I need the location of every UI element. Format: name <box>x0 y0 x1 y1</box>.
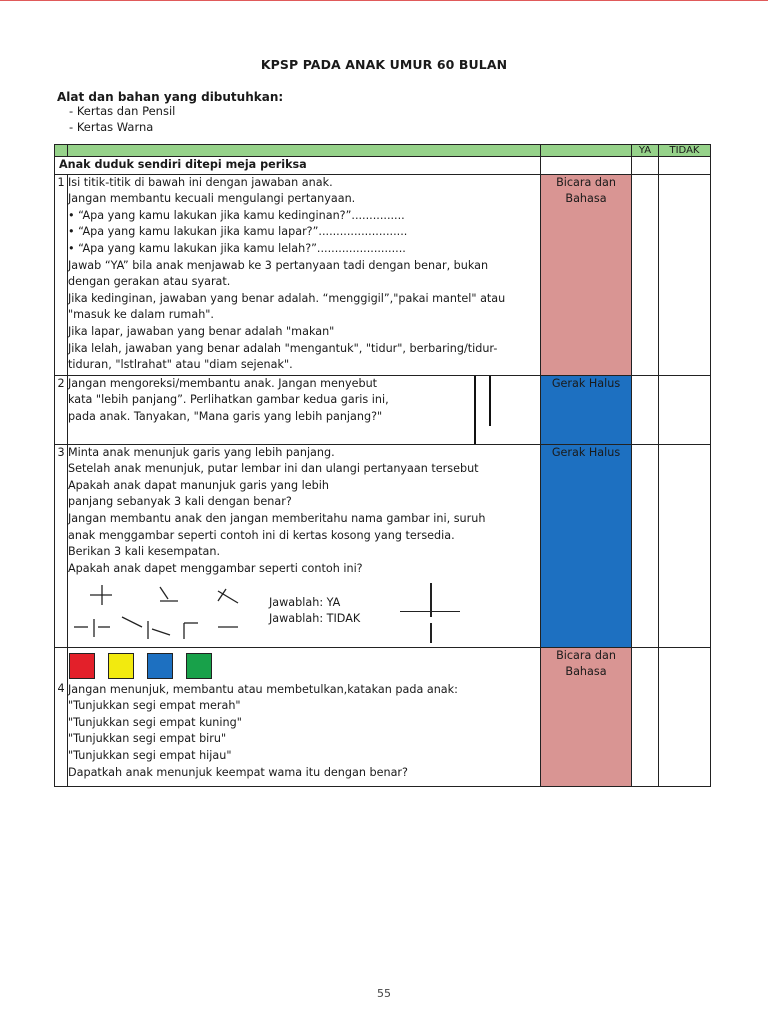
text-line: • “Apa yang kamu lakukan jika kamu kedinginan?”............... <box>68 208 405 222</box>
ya-answer-cell[interactable] <box>632 647 659 786</box>
question-row-4 <box>55 647 711 786</box>
cross-figure-horizontal <box>400 611 460 613</box>
section-row <box>55 157 711 175</box>
domain-cell <box>541 444 632 647</box>
text-line: Jangan menunjuk, membantu atau membetulkan,katakan pada anak: <box>68 682 458 696</box>
ya-answer-cell[interactable] <box>632 375 659 444</box>
text-line: anak menggambar seperti contoh ini di kertas kosong yang tersedia. <box>68 528 455 542</box>
domain-cell <box>541 375 632 444</box>
question-number: 3 <box>55 444 68 647</box>
text-line: • “Apa yang kamu lakukan jika kamu lelah?”......................... <box>68 241 406 255</box>
domain-label: Bicara dan <box>556 648 616 662</box>
long-line-figure <box>474 376 476 444</box>
domain-cell <box>541 174 632 375</box>
domain-cell <box>541 647 632 786</box>
incorrect-cross-examples <box>72 583 262 643</box>
question-number: 1 <box>55 174 68 375</box>
top-rule <box>0 0 768 1</box>
green-swatch[interactable] <box>186 653 212 679</box>
domain-label: Bahasa <box>565 192 607 206</box>
text-line: Jawab “YA” bila anak menjawab ke 3 pertanyaan tadi dengan benar, bukan <box>68 258 489 272</box>
header-row <box>55 145 711 157</box>
page-number: 55 <box>377 987 391 1000</box>
section-domain-cell <box>541 157 632 175</box>
tidak-answer-cell[interactable] <box>659 444 711 647</box>
materials-heading: Alat dan bahan yang dibutuhkan: <box>57 90 284 104</box>
header-ya: YA <box>632 145 659 157</box>
text-line: kata "lebih panjang”. Perlihatkan gambar kedua garis ini, <box>68 393 389 407</box>
color-swatches <box>69 653 540 679</box>
text-line: Minta anak menunjuk garis yang lebih panjang. <box>68 445 335 459</box>
question-row-1 <box>55 174 711 375</box>
header-cell-num <box>55 145 68 157</box>
question-text <box>68 174 541 375</box>
text-line: Apakah anak dapat manunjuk garis yang lebih <box>68 478 329 492</box>
text-line: "Tunjukkan segi empat kuning" <box>68 715 242 729</box>
short-line-figure <box>489 376 491 426</box>
text-line: Jangan membantu kecuali mengulangi pertanyaan. <box>68 192 356 206</box>
text-line: Setelah anak menunjuk, putar lembar ini dan ulangi pertanyaan tersebut <box>68 462 479 476</box>
material-item-1: - Kertas dan Pensil <box>69 104 175 118</box>
question-row-3 <box>55 444 711 647</box>
ya-answer-cell[interactable] <box>632 174 659 375</box>
kpsp-table <box>54 144 711 787</box>
domain-label: Gerak Halus <box>551 376 621 390</box>
text-line: "Tunjukkan segi empat merah" <box>68 699 241 713</box>
text-line: Jangan membantu anak den jangan memberitahu nama gambar ini, suruh <box>68 511 486 525</box>
question-text <box>68 375 541 444</box>
ya-answer-cell[interactable] <box>632 444 659 647</box>
page-title: KPSP PADA ANAK UMUR 60 BULAN <box>260 57 508 72</box>
answer-tidak-label: Jawablah: TIDAK <box>269 611 361 625</box>
text-line: Dapatkah anak menunjuk keempat wama itu dengan benar? <box>68 765 408 779</box>
text-line: Isi titik-titik di bawah ini dengan jawaban anak. <box>68 175 333 189</box>
question-row-2 <box>55 375 711 444</box>
section-ya-cell <box>632 157 659 175</box>
question-number: 2 <box>55 375 68 444</box>
domain-label: Bahasa <box>565 665 607 679</box>
domain-label: Gerak Halus <box>551 445 621 459</box>
text-line: pada anak. Tanyakan, "Mana garis yang lebih panjang?" <box>68 409 383 423</box>
text-line: Jika kedinginan, jawaban yang benar adalah. “menggigil”,"pakai mantel" atau <box>68 291 506 305</box>
domain-label: Bicara dan <box>556 175 616 189</box>
question-number-cell <box>55 647 68 786</box>
text-line: Jika lapar, jawaban yang benar adalah "makan" <box>68 324 335 338</box>
cross-figure-lower <box>430 623 432 643</box>
answer-ya-label: Jawablah: YA <box>269 595 341 609</box>
text-line: panjang sebanyak 3 kali dengan benar? <box>68 495 292 509</box>
header-cell-text <box>68 145 541 157</box>
red-swatch[interactable] <box>69 653 95 679</box>
material-item-2: - Kertas Warna <box>69 120 153 134</box>
tidak-answer-cell[interactable] <box>659 375 711 444</box>
header-cell-domain <box>541 145 632 157</box>
text-line: dengan gerakan atau syarat. <box>68 275 231 289</box>
question-number: 4 <box>57 681 65 695</box>
section-label: Anak duduk sendiri ditepi meja periksa <box>55 157 541 175</box>
tidak-answer-cell[interactable] <box>659 647 711 786</box>
text-line: "masuk ke dalam rumah". <box>68 308 214 322</box>
blue-swatch[interactable] <box>147 653 173 679</box>
text-line: "Tunjukkan segi empat biru" <box>68 732 227 746</box>
yellow-swatch[interactable] <box>108 653 134 679</box>
section-tidak-cell <box>659 157 711 175</box>
text-line: Jangan mengoreksi/membantu anak. Jangan menyebut <box>68 376 378 390</box>
question-text <box>68 444 541 647</box>
text-line: Apakah anak dapet menggambar seperti contoh ini? <box>68 561 363 575</box>
text-line: • “Apa yang kamu lakukan jika kamu lapar?”......................... <box>68 225 408 239</box>
question-text <box>68 647 541 786</box>
text-line: tiduran, "lstlrahat" atau "diam sejenak". <box>68 358 293 372</box>
text-line: Berikan 3 kali kesempatan. <box>68 545 221 559</box>
text-line: Jika lelah, jawaban yang benar adalah "mengantuk", "tidur", berbaring/tidur- <box>68 341 498 355</box>
tidak-answer-cell[interactable] <box>659 174 711 375</box>
text-line: "Tunjukkan segi empat hijau" <box>68 748 232 762</box>
header-tidak: TIDAK <box>659 145 711 157</box>
